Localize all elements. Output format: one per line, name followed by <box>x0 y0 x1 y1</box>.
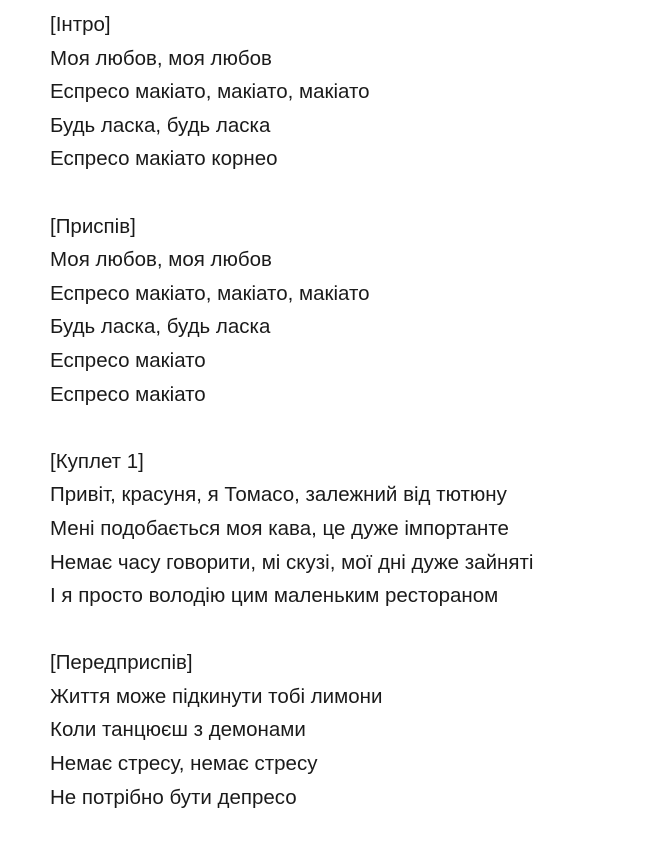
lyric-line: Немає часу говорити, мі скузі, мої дні дуже зайняті <box>50 550 534 574</box>
lyric-line: Не потрібно бути депресо <box>50 785 297 809</box>
lyric-line: Будь ласка, будь ласка <box>50 315 271 339</box>
lyric-line: Еспресо макіато <box>50 348 206 372</box>
section-header: [Передприспів] <box>50 651 193 675</box>
lyric-line: Еспресо макіато, макіато, макіато <box>50 80 370 104</box>
lyric-line: Еспресо макіато корнео <box>50 147 278 171</box>
lyric-line: Будь ласка, будь ласка <box>50 113 271 137</box>
lyric-line: Привіт, красуня, я Томасо, залежний від тютюну <box>50 483 507 507</box>
section-chorus <box>50 210 650 412</box>
section-verse-1 <box>50 445 650 613</box>
lyric-line: І я просто володію цим маленьким рестораном <box>50 584 499 608</box>
lyric-line: Еспресо макіато <box>50 382 206 406</box>
lyric-line: Немає стресу, немає стресу <box>50 752 318 776</box>
lyric-line: Коли танцюєш з демонами <box>50 718 306 742</box>
section-header: [Приспів] <box>50 214 136 238</box>
lyric-line: Еспресо макіато, макіато, макіато <box>50 281 370 305</box>
section-header: [Інтро] <box>50 13 111 36</box>
section-intro <box>50 8 650 176</box>
section-pre-chorus <box>50 646 650 814</box>
lyrics-document <box>50 8 650 848</box>
lyric-line: Життя може підкинути тобі лимони <box>50 684 383 708</box>
lyric-line: Мені подобається моя кава, це дуже імпортанте <box>50 516 509 540</box>
lyric-line: Моя любов, моя любов <box>50 248 272 272</box>
lyric-line: Моя любов, моя любов <box>50 46 272 70</box>
section-header: [Куплет 1] <box>50 449 144 473</box>
